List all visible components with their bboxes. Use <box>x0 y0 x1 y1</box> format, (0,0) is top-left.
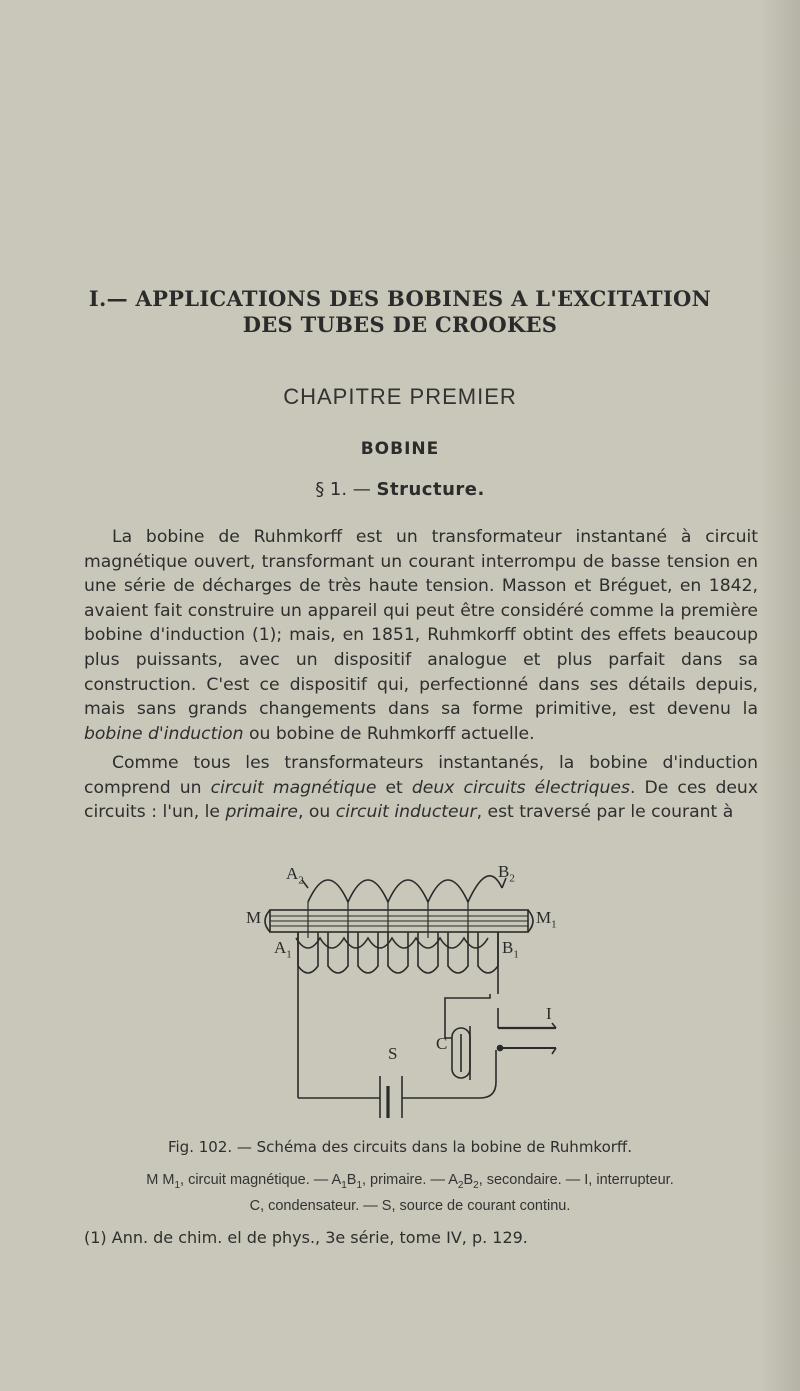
circuit-diagram <box>240 858 570 1118</box>
legend-line-1: M $M_1$, circuit magnétique. — $A_1B_1$, primaire. — $A_2B_2$, secondaire. — I, interrupteur. <box>146 1172 674 1191</box>
paragraph-1-italic: bobine d'induction <box>84 723 244 744</box>
paragraph-1-text-b: ou bobine de Ruhmkorff actuelle. <box>243 723 535 744</box>
label-a2: $A_2$ <box>286 864 304 887</box>
subsection-heading <box>0 479 800 500</box>
paragraph-2-italic-c: primaire <box>225 802 298 823</box>
chapter-title: CHAPITRE PREMIER <box>283 384 517 409</box>
paragraph-2-text-b: et <box>376 777 412 798</box>
interrupter-pivot <box>498 1046 503 1051</box>
paragraph-1-text-a: La bobine de Ruhmkorff est un transformateur instantané à circuit magnétique ouvert, transformant un courant interrompu de basse tension en une série de décharges de très haute tension. Masson et Bréguet, en 1842, avaient fait construire un appareil qui peut être considéré comme la première bobine d'induction (1); mais, en 1851, Ruhmkorff obtint des effets beaucoup plus puissants, avec un dispositif analogue et plus parfait dans sa construction. C'est ce dispositif qui, perfectionné dans ses détails depuis, mais sans grands changements dans sa forme primitive, est devenu la <box>84 527 758 720</box>
paragraph-2-text-d: , ou <box>297 802 336 823</box>
label-a1: $A_1$ <box>274 938 292 961</box>
label-b1: $B_1$ <box>502 938 519 961</box>
footnote: (1) Ann. de chim. el de phys., 3e série, tome IV, p. 129. <box>84 1228 528 1247</box>
section-title: BOBINE <box>360 439 440 459</box>
page-edge-shadow <box>760 0 800 1391</box>
paragraph-2 <box>84 751 758 825</box>
paragraph-2-italic-a: circuit magnétique <box>210 777 377 798</box>
paragraph-2-text-c: . De ces deux circuits : l'un, le <box>84 777 758 823</box>
wire-to-interrupter <box>480 1050 496 1098</box>
figure-legend <box>90 1170 730 1216</box>
paragraph-2-text-a: Comme tous les transformateurs instantanés, la bobine d'induction comprend un <box>84 753 758 798</box>
paragraph-2-text-e: , est traversé par le courant à <box>476 802 734 823</box>
label-m: M <box>246 908 262 927</box>
label-i: I <box>546 1004 552 1023</box>
paragraph-2-italic-d: circuit inducteur <box>335 802 477 823</box>
legend-line-2: C, condensateur. — S, source de courant continu. <box>249 1197 571 1214</box>
label-m1: $M_1$ <box>536 908 557 931</box>
label-s: S <box>388 1044 398 1063</box>
figure-caption: Fig. 102. — Schéma des circuits dans la bobine de Ruhmkorff. <box>167 1138 633 1156</box>
subsection-prefix: § 1. — <box>315 479 377 500</box>
coil-circuit-figure <box>240 858 570 1118</box>
paragraph-1 <box>84 525 758 746</box>
paragraph-2-italic-b: deux circuits électriques <box>411 777 630 798</box>
secondary-coil-lower <box>296 938 488 948</box>
primary-coil <box>298 932 498 973</box>
label-c: C <box>436 1034 448 1053</box>
subsection-title: Structure. <box>376 479 485 500</box>
label-b2: $B_2$ <box>498 862 515 885</box>
secondary-coil-upper <box>308 876 502 902</box>
part-title: I.— APPLICATIONS DES BOBINES A L'EXCITATION DES TUBES DE CROOKES <box>88 286 712 337</box>
